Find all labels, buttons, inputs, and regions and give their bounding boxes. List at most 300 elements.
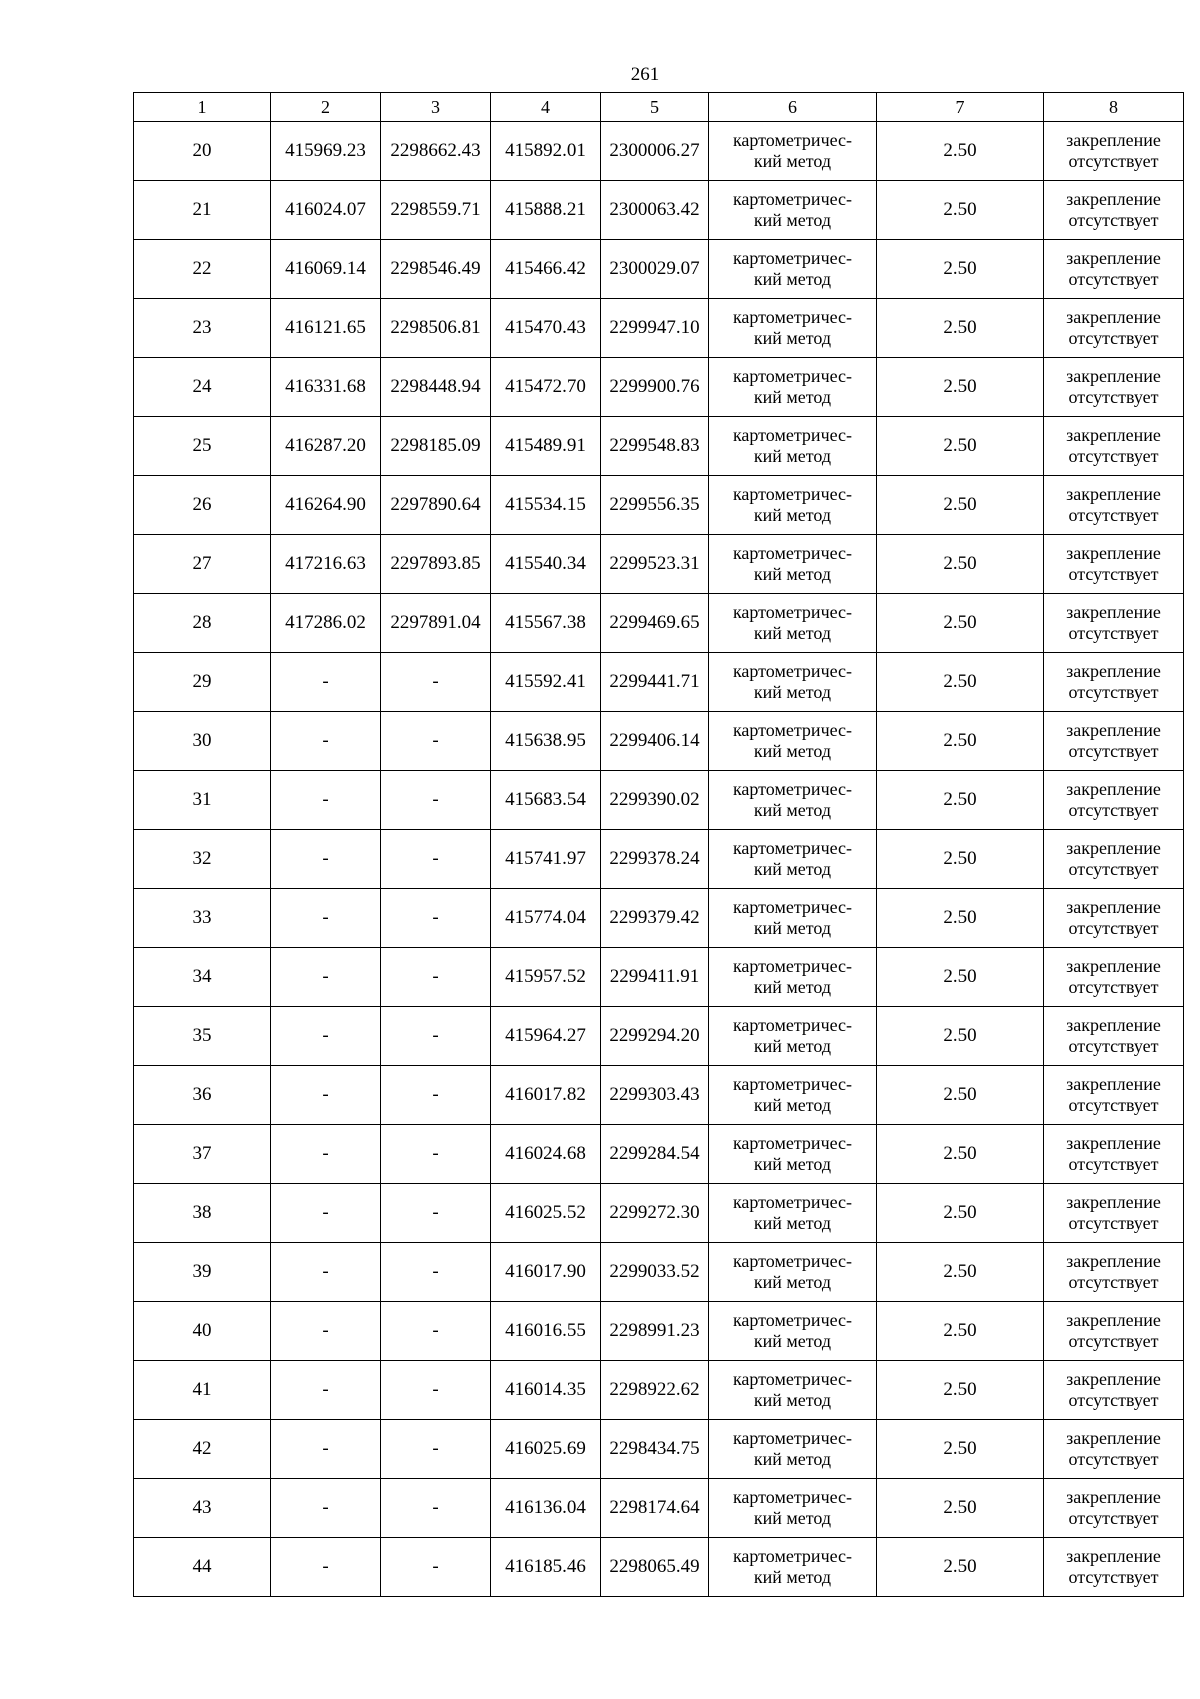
method-text-line: картометричес-	[732, 189, 853, 210]
method-cell	[709, 1066, 877, 1125]
fixing-text-line: отсутствует	[1068, 623, 1159, 643]
fixing-text-line: отсутствует	[1068, 269, 1159, 289]
fixing-text-line: отсутствует	[1068, 682, 1159, 702]
fixing-text-line: закрепление	[1066, 1487, 1161, 1508]
x-coordinate-cell: -	[271, 712, 381, 771]
fixing-text-line: закрепление	[1066, 1310, 1161, 1331]
table-row	[134, 1479, 1184, 1538]
method-text-line: картометричес-	[732, 307, 853, 328]
y-coordinate-cell: -	[381, 653, 491, 712]
table-body	[134, 93, 1184, 1597]
fixing-text-line: отсутствует	[1068, 1272, 1159, 1292]
table-row	[134, 1066, 1184, 1125]
x-coordinate-new-cell: 416136.04	[491, 1479, 601, 1538]
method-text-line: кий метод	[753, 1036, 832, 1056]
fixing-text-line: закрепление	[1066, 897, 1161, 918]
table-row	[134, 771, 1184, 830]
x-coordinate-cell: 416264.90	[271, 476, 381, 535]
method-text-line: картометричес-	[732, 366, 853, 387]
method-cell	[709, 1243, 877, 1302]
y-coordinate-cell: -	[381, 1538, 491, 1597]
table-row	[134, 1125, 1184, 1184]
x-coordinate-new-cell: 415892.01	[491, 122, 601, 181]
x-coordinate-cell: -	[271, 1420, 381, 1479]
method-text-line: картометричес-	[732, 661, 853, 682]
fixing-text-line: закрепление	[1066, 661, 1161, 682]
y-coordinate-cell: 2298448.94	[381, 358, 491, 417]
y-coordinate-new-cell: 2299900.76	[601, 358, 709, 417]
fixing-cell	[1044, 476, 1184, 535]
method-text-line: кий метод	[753, 210, 832, 230]
table-header-row	[134, 93, 1184, 122]
fixing-text-line: отсутствует	[1068, 1213, 1159, 1233]
x-coordinate-cell: -	[271, 1184, 381, 1243]
fixing-text-line: отсутствует	[1068, 387, 1159, 407]
fixing-text-line: отсутствует	[1068, 1390, 1159, 1410]
x-coordinate-cell: 415969.23	[271, 122, 381, 181]
x-coordinate-new-cell: 416017.82	[491, 1066, 601, 1125]
column-header: 3	[381, 93, 491, 122]
fixing-text-line: отсутствует	[1068, 1508, 1159, 1528]
table-row	[134, 181, 1184, 240]
fixing-text-line: отсутствует	[1068, 977, 1159, 997]
point-number-cell: 28	[134, 594, 271, 653]
fixing-cell	[1044, 1538, 1184, 1597]
method-cell	[709, 889, 877, 948]
fixing-cell	[1044, 830, 1184, 889]
fixing-cell	[1044, 771, 1184, 830]
fixing-text-line: отсутствует	[1068, 151, 1159, 171]
accuracy-cell: 2.50	[877, 476, 1044, 535]
y-coordinate-cell: -	[381, 1125, 491, 1184]
method-text-line: картометричес-	[732, 1369, 853, 1390]
fixing-cell	[1044, 1125, 1184, 1184]
method-text-line: картометричес-	[732, 130, 853, 151]
x-coordinate-new-cell: 415888.21	[491, 181, 601, 240]
method-cell	[709, 594, 877, 653]
fixing-text-line: отсутствует	[1068, 1331, 1159, 1351]
fixing-text-line: закрепление	[1066, 543, 1161, 564]
method-text-line: кий метод	[753, 859, 832, 879]
method-cell	[709, 1538, 877, 1597]
table-row	[134, 1007, 1184, 1066]
table-row	[134, 889, 1184, 948]
fixing-text-line: закрепление	[1066, 1428, 1161, 1449]
x-coordinate-new-cell: 415540.34	[491, 535, 601, 594]
y-coordinate-new-cell: 2299033.52	[601, 1243, 709, 1302]
point-number-cell: 43	[134, 1479, 271, 1538]
point-number-cell: 31	[134, 771, 271, 830]
x-coordinate-cell: 417286.02	[271, 594, 381, 653]
accuracy-cell: 2.50	[877, 830, 1044, 889]
fixing-text-line: закрепление	[1066, 720, 1161, 741]
accuracy-cell: 2.50	[877, 1302, 1044, 1361]
fixing-text-line: закрепление	[1066, 1133, 1161, 1154]
fixing-cell	[1044, 417, 1184, 476]
y-coordinate-new-cell: 2298922.62	[601, 1361, 709, 1420]
y-coordinate-new-cell: 2299378.24	[601, 830, 709, 889]
y-coordinate-new-cell: 2299284.54	[601, 1125, 709, 1184]
method-text-line: кий метод	[753, 1390, 832, 1410]
x-coordinate-cell: -	[271, 1302, 381, 1361]
table-row	[134, 594, 1184, 653]
method-text-line: кий метод	[753, 800, 832, 820]
x-coordinate-cell: -	[271, 1538, 381, 1597]
fixing-text-line: закрепление	[1066, 1546, 1161, 1567]
table-row	[134, 417, 1184, 476]
method-text-line: кий метод	[753, 623, 832, 643]
method-cell	[709, 1302, 877, 1361]
point-number-cell: 41	[134, 1361, 271, 1420]
page-number: 261	[630, 64, 660, 85]
fixing-text-line: отсутствует	[1068, 1036, 1159, 1056]
accuracy-cell: 2.50	[877, 1184, 1044, 1243]
y-coordinate-cell: 2298546.49	[381, 240, 491, 299]
x-coordinate-cell: -	[271, 1243, 381, 1302]
y-coordinate-cell: 2298559.71	[381, 181, 491, 240]
method-text-line: картометричес-	[732, 1074, 853, 1095]
fixing-text-line: закрепление	[1066, 425, 1161, 446]
method-cell	[709, 122, 877, 181]
fixing-text-line: отсутствует	[1068, 505, 1159, 525]
y-coordinate-new-cell: 2299272.30	[601, 1184, 709, 1243]
method-cell	[709, 771, 877, 830]
method-text-line: картометричес-	[732, 720, 853, 741]
accuracy-cell: 2.50	[877, 889, 1044, 948]
x-coordinate-new-cell: 416014.35	[491, 1361, 601, 1420]
fixing-text-line: закрепление	[1066, 1369, 1161, 1390]
point-number-cell: 26	[134, 476, 271, 535]
y-coordinate-cell: -	[381, 889, 491, 948]
accuracy-cell: 2.50	[877, 299, 1044, 358]
table-row	[134, 712, 1184, 771]
fixing-text-line: отсутствует	[1068, 446, 1159, 466]
fixing-text-line: отсутствует	[1068, 918, 1159, 938]
method-cell	[709, 181, 877, 240]
fixing-text-line: отсутствует	[1068, 859, 1159, 879]
table-row	[134, 1420, 1184, 1479]
y-coordinate-new-cell: 2300063.42	[601, 181, 709, 240]
method-cell	[709, 417, 877, 476]
y-coordinate-new-cell: 2298065.49	[601, 1538, 709, 1597]
column-header: 8	[1044, 93, 1184, 122]
method-cell	[709, 299, 877, 358]
y-coordinate-cell: 2297890.64	[381, 476, 491, 535]
table-row	[134, 1361, 1184, 1420]
accuracy-cell: 2.50	[877, 181, 1044, 240]
method-cell	[709, 1479, 877, 1538]
method-text-line: картометричес-	[732, 838, 853, 859]
x-coordinate-cell: -	[271, 1125, 381, 1184]
method-text-line: картометричес-	[732, 1192, 853, 1213]
method-cell	[709, 948, 877, 1007]
x-coordinate-cell: -	[271, 889, 381, 948]
fixing-text-line: закрепление	[1066, 838, 1161, 859]
point-number-cell: 40	[134, 1302, 271, 1361]
x-coordinate-new-cell: 415466.42	[491, 240, 601, 299]
fixing-cell	[1044, 889, 1184, 948]
table-row	[134, 1243, 1184, 1302]
accuracy-cell: 2.50	[877, 1420, 1044, 1479]
y-coordinate-cell: -	[381, 1243, 491, 1302]
y-coordinate-cell: -	[381, 1184, 491, 1243]
method-text-line: кий метод	[753, 505, 832, 525]
method-text-line: кий метод	[753, 1154, 832, 1174]
x-coordinate-new-cell: 416025.69	[491, 1420, 601, 1479]
x-coordinate-cell: -	[271, 1007, 381, 1066]
fixing-cell	[1044, 1184, 1184, 1243]
method-text-line: кий метод	[753, 328, 832, 348]
y-coordinate-new-cell: 2298991.23	[601, 1302, 709, 1361]
y-coordinate-new-cell: 2299469.65	[601, 594, 709, 653]
table-row	[134, 1184, 1184, 1243]
fixing-text-line: отсутствует	[1068, 564, 1159, 584]
x-coordinate-new-cell: 416016.55	[491, 1302, 601, 1361]
x-coordinate-new-cell: 415683.54	[491, 771, 601, 830]
method-text-line: кий метод	[753, 564, 832, 584]
point-number-cell: 32	[134, 830, 271, 889]
accuracy-cell: 2.50	[877, 1361, 1044, 1420]
fixing-text-line: отсутствует	[1068, 1154, 1159, 1174]
method-text-line: кий метод	[753, 446, 832, 466]
fixing-text-line: закрепление	[1066, 1251, 1161, 1272]
point-number-cell: 37	[134, 1125, 271, 1184]
method-cell	[709, 476, 877, 535]
y-coordinate-new-cell: 2299390.02	[601, 771, 709, 830]
point-number-cell: 30	[134, 712, 271, 771]
fixing-cell	[1044, 299, 1184, 358]
accuracy-cell: 2.50	[877, 594, 1044, 653]
accuracy-cell: 2.50	[877, 653, 1044, 712]
table-row	[134, 476, 1184, 535]
accuracy-cell: 2.50	[877, 712, 1044, 771]
fixing-text-line: закрепление	[1066, 1074, 1161, 1095]
x-coordinate-cell: -	[271, 771, 381, 830]
column-header: 1	[134, 93, 271, 122]
column-header: 2	[271, 93, 381, 122]
x-coordinate-new-cell: 416024.68	[491, 1125, 601, 1184]
accuracy-cell: 2.50	[877, 1479, 1044, 1538]
point-number-cell: 42	[134, 1420, 271, 1479]
table-row	[134, 240, 1184, 299]
table-row	[134, 535, 1184, 594]
fixing-text-line: отсутствует	[1068, 1095, 1159, 1115]
fixing-text-line: закрепление	[1066, 1015, 1161, 1036]
x-coordinate-cell: 416069.14	[271, 240, 381, 299]
table-row	[134, 122, 1184, 181]
y-coordinate-cell: -	[381, 1302, 491, 1361]
fixing-cell	[1044, 240, 1184, 299]
method-text-line: кий метод	[753, 1331, 832, 1351]
point-number-cell: 33	[134, 889, 271, 948]
method-text-line: картометричес-	[732, 1133, 853, 1154]
y-coordinate-new-cell: 2300029.07	[601, 240, 709, 299]
y-coordinate-cell: 2297891.04	[381, 594, 491, 653]
fixing-cell	[1044, 653, 1184, 712]
method-text-line: кий метод	[753, 1095, 832, 1115]
y-coordinate-new-cell: 2298174.64	[601, 1479, 709, 1538]
y-coordinate-cell: -	[381, 1479, 491, 1538]
x-coordinate-new-cell: 416025.52	[491, 1184, 601, 1243]
x-coordinate-new-cell: 415741.97	[491, 830, 601, 889]
fixing-text-line: закрепление	[1066, 602, 1161, 623]
y-coordinate-cell: -	[381, 1420, 491, 1479]
x-coordinate-cell: -	[271, 948, 381, 1007]
table-row	[134, 358, 1184, 417]
point-number-cell: 44	[134, 1538, 271, 1597]
y-coordinate-cell: -	[381, 830, 491, 889]
fixing-text-line: отсутствует	[1068, 741, 1159, 761]
y-coordinate-cell: 2298662.43	[381, 122, 491, 181]
accuracy-cell: 2.50	[877, 1538, 1044, 1597]
table-row	[134, 653, 1184, 712]
x-coordinate-new-cell: 416185.46	[491, 1538, 601, 1597]
method-text-line: кий метод	[753, 977, 832, 997]
method-cell	[709, 830, 877, 889]
method-text-line: кий метод	[753, 918, 832, 938]
y-coordinate-new-cell: 2299523.31	[601, 535, 709, 594]
fixing-cell	[1044, 594, 1184, 653]
method-text-line: кий метод	[753, 1213, 832, 1233]
table-row	[134, 1538, 1184, 1597]
y-coordinate-new-cell: 2299379.42	[601, 889, 709, 948]
method-cell	[709, 358, 877, 417]
y-coordinate-new-cell: 2299303.43	[601, 1066, 709, 1125]
method-text-line: картометричес-	[732, 602, 853, 623]
method-text-line: картометричес-	[732, 1487, 853, 1508]
method-text-line: картометричес-	[732, 1428, 853, 1449]
method-text-line: картометричес-	[732, 897, 853, 918]
fixing-cell	[1044, 1243, 1184, 1302]
y-coordinate-new-cell: 2299406.14	[601, 712, 709, 771]
y-coordinate-cell: 2298506.81	[381, 299, 491, 358]
method-cell	[709, 1007, 877, 1066]
y-coordinate-cell: -	[381, 1361, 491, 1420]
table-row	[134, 299, 1184, 358]
fixing-cell	[1044, 1479, 1184, 1538]
fixing-cell	[1044, 1420, 1184, 1479]
fixing-cell	[1044, 712, 1184, 771]
table-row	[134, 830, 1184, 889]
method-text-line: кий метод	[753, 1508, 832, 1528]
column-header: 6	[709, 93, 877, 122]
method-text-line: кий метод	[753, 269, 832, 289]
x-coordinate-cell: -	[271, 653, 381, 712]
x-coordinate-new-cell: 416017.90	[491, 1243, 601, 1302]
method-cell	[709, 1420, 877, 1479]
column-header: 5	[601, 93, 709, 122]
fixing-text-line: закрепление	[1066, 484, 1161, 505]
fixing-text-line: отсутствует	[1068, 1449, 1159, 1469]
method-cell	[709, 712, 877, 771]
method-text-line: картометричес-	[732, 1546, 853, 1567]
accuracy-cell: 2.50	[877, 1066, 1044, 1125]
method-text-line: картометричес-	[732, 779, 853, 800]
point-number-cell: 38	[134, 1184, 271, 1243]
point-number-cell: 23	[134, 299, 271, 358]
x-coordinate-new-cell: 415638.95	[491, 712, 601, 771]
fixing-text-line: отсутствует	[1068, 1567, 1159, 1587]
column-header: 7	[877, 93, 1044, 122]
method-cell	[709, 1184, 877, 1243]
fixing-cell	[1044, 358, 1184, 417]
point-number-cell: 39	[134, 1243, 271, 1302]
x-coordinate-new-cell: 415957.52	[491, 948, 601, 1007]
method-text-line: кий метод	[753, 682, 832, 702]
point-number-cell: 27	[134, 535, 271, 594]
x-coordinate-cell: -	[271, 830, 381, 889]
x-coordinate-cell: -	[271, 1066, 381, 1125]
method-cell	[709, 240, 877, 299]
y-coordinate-new-cell: 2299411.91	[601, 948, 709, 1007]
x-coordinate-new-cell: 415489.91	[491, 417, 601, 476]
accuracy-cell: 2.50	[877, 240, 1044, 299]
point-number-cell: 25	[134, 417, 271, 476]
method-text-line: кий метод	[753, 741, 832, 761]
accuracy-cell: 2.50	[877, 1125, 1044, 1184]
point-number-cell: 34	[134, 948, 271, 1007]
fixing-text-line: закрепление	[1066, 130, 1161, 151]
y-coordinate-cell: 2298185.09	[381, 417, 491, 476]
method-text-line: картометричес-	[732, 956, 853, 977]
x-coordinate-new-cell: 415472.70	[491, 358, 601, 417]
method-text-line: картометричес-	[732, 1251, 853, 1272]
fixing-cell	[1044, 948, 1184, 1007]
method-text-line: картометричес-	[732, 543, 853, 564]
accuracy-cell: 2.50	[877, 417, 1044, 476]
point-number-cell: 22	[134, 240, 271, 299]
method-text-line: кий метод	[753, 387, 832, 407]
y-coordinate-cell: -	[381, 712, 491, 771]
x-coordinate-cell: 417216.63	[271, 535, 381, 594]
fixing-text-line: закрепление	[1066, 956, 1161, 977]
x-coordinate-new-cell: 415470.43	[491, 299, 601, 358]
fixing-text-line: отсутствует	[1068, 210, 1159, 230]
y-coordinate-new-cell: 2299548.83	[601, 417, 709, 476]
fixing-text-line: закрепление	[1066, 248, 1161, 269]
method-cell	[709, 1125, 877, 1184]
y-coordinate-new-cell: 2299441.71	[601, 653, 709, 712]
method-text-line: картометричес-	[732, 1015, 853, 1036]
fixing-cell	[1044, 1302, 1184, 1361]
method-text-line: кий метод	[753, 151, 832, 171]
x-coordinate-new-cell: 415567.38	[491, 594, 601, 653]
fixing-cell	[1044, 1361, 1184, 1420]
method-text-line: кий метод	[753, 1272, 832, 1292]
y-coordinate-new-cell: 2300006.27	[601, 122, 709, 181]
x-coordinate-cell: -	[271, 1361, 381, 1420]
x-coordinate-new-cell: 415964.27	[491, 1007, 601, 1066]
fixing-text-line: закрепление	[1066, 189, 1161, 210]
fixing-text-line: закрепление	[1066, 307, 1161, 328]
method-text-line: картометричес-	[732, 484, 853, 505]
method-text-line: кий метод	[753, 1449, 832, 1469]
table-row	[134, 1302, 1184, 1361]
method-text-line: картометричес-	[732, 1310, 853, 1331]
y-coordinate-new-cell: 2299294.20	[601, 1007, 709, 1066]
column-header: 4	[491, 93, 601, 122]
accuracy-cell: 2.50	[877, 771, 1044, 830]
x-coordinate-cell: -	[271, 1479, 381, 1538]
table-row	[134, 948, 1184, 1007]
fixing-text-line: закрепление	[1066, 779, 1161, 800]
fixing-text-line: отсутствует	[1068, 800, 1159, 820]
method-cell	[709, 535, 877, 594]
x-coordinate-new-cell: 415774.04	[491, 889, 601, 948]
fixing-cell	[1044, 535, 1184, 594]
method-cell	[709, 653, 877, 712]
x-coordinate-cell: 416121.65	[271, 299, 381, 358]
